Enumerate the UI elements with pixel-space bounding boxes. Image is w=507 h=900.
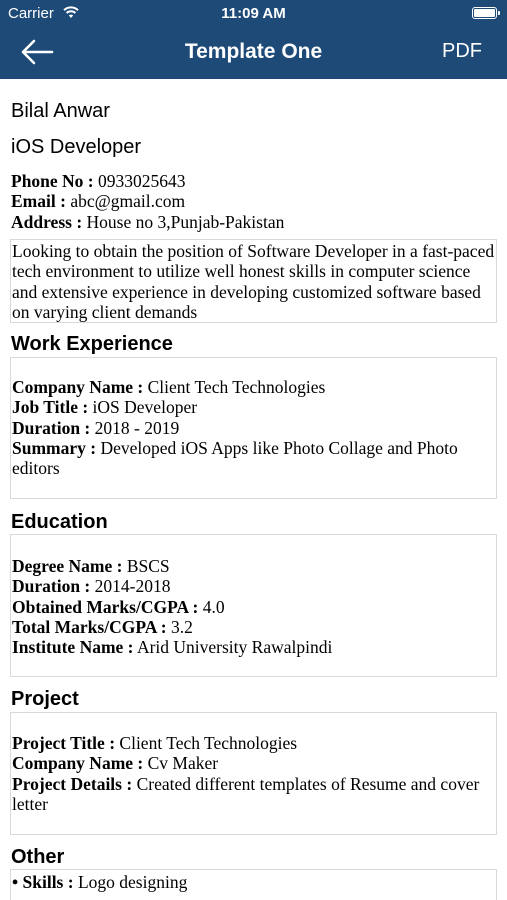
project-title-row: [12, 733, 496, 753]
edu-duration-value: 2014-2018: [94, 576, 171, 597]
edu-institute-value: Arid University Rawalpindi: [136, 637, 333, 658]
other-box: [10, 869, 497, 900]
project-details-row: [12, 774, 496, 815]
other-heading: Other: [11, 846, 65, 868]
edu-total-value: 3.2: [170, 616, 193, 637]
project-title-value: Client Tech Technologies: [119, 733, 298, 753]
work-experience-heading: Work Experience: [11, 333, 173, 355]
skills-row: [12, 872, 496, 892]
work-job-label: Job Title :: [12, 397, 89, 418]
education-heading: Education: [11, 511, 108, 533]
objective-box: [10, 239, 497, 323]
edu-total-row: [12, 617, 496, 637]
education-box: [10, 534, 497, 677]
project-details-value: Created different templates of Resume and cover letter: [12, 773, 480, 814]
work-company-label: Company Name :: [12, 377, 144, 397]
skills-value: Logo designing: [77, 872, 188, 892]
work-job-row: [12, 397, 496, 417]
status-time: 11:09 AM: [221, 5, 286, 22]
objective-text: Looking to obtain the position of Software Developer in a fast-paced tech environment to utilize well honest skills in computer science and extensive experience in developing customized software based on varying client demands: [12, 241, 495, 322]
edu-total-label: Total Marks/CGPA :: [12, 616, 167, 637]
phone-value: 0933025643: [98, 171, 186, 191]
project-details-label: Project Details :: [12, 773, 133, 794]
work-duration-value: 2018 - 2019: [94, 417, 180, 438]
work-job-value: iOS Developer: [92, 397, 198, 418]
edu-obtained-label: Obtained Marks/CGPA :: [12, 596, 199, 617]
email-label: Email :: [11, 191, 66, 212]
work-summary-row: [12, 438, 496, 479]
profile-name: Bilal Anwar: [11, 100, 110, 122]
carrier-label: Carrier: [8, 5, 54, 22]
project-heading: Project: [11, 688, 79, 710]
work-summary-label: Summary :: [12, 437, 97, 458]
edu-obtained-row: [12, 597, 496, 617]
pdf-button[interactable]: PDF: [442, 40, 482, 62]
phone-label: Phone No :: [11, 171, 94, 191]
project-box: [10, 712, 497, 835]
edu-degree-row: [12, 556, 496, 576]
skills-label: • Skills :: [12, 872, 74, 892]
edu-institute-label: Institute Name :: [12, 637, 134, 658]
address-label: Address :: [11, 211, 83, 232]
work-summary-value: Developed iOS Apps like Photo Collage and Photo editors: [12, 437, 458, 479]
email-row: [11, 191, 496, 211]
contact-info: [11, 171, 496, 232]
work-experience-box: [10, 357, 497, 499]
work-duration-row: [12, 418, 496, 438]
edu-degree-value: BSCS: [126, 556, 170, 576]
address-value: House no 3,Punjab-Pakistan: [86, 211, 285, 232]
page-title: Template One: [184, 40, 323, 63]
edu-duration-label: Duration :: [12, 576, 91, 597]
edu-duration-row: [12, 576, 496, 596]
navigation-header: [0, 0, 507, 79]
phone-row: [11, 171, 496, 191]
address-row: [11, 212, 496, 232]
project-company-value: Cv Maker: [147, 753, 219, 774]
project-company-row: [12, 753, 496, 773]
work-duration-label: Duration :: [12, 417, 91, 438]
email-value: abc@gmail.com: [70, 191, 186, 212]
profile-role: iOS Developer: [11, 136, 142, 158]
work-company-row: [12, 377, 496, 397]
edu-institute-row: [12, 637, 496, 657]
work-company-value: Client Tech Technologies: [147, 377, 326, 397]
nav-bar: [0, 28, 507, 79]
edu-obtained-value: 4.0: [202, 596, 225, 617]
battery-icon: [472, 7, 497, 19]
project-title-label: Project Title :: [12, 733, 116, 753]
edu-degree-label: Degree Name :: [12, 556, 123, 576]
status-bar: [0, 0, 507, 28]
project-company-label: Company Name :: [12, 753, 144, 774]
resume-content[interactable]: [0, 79, 507, 900]
